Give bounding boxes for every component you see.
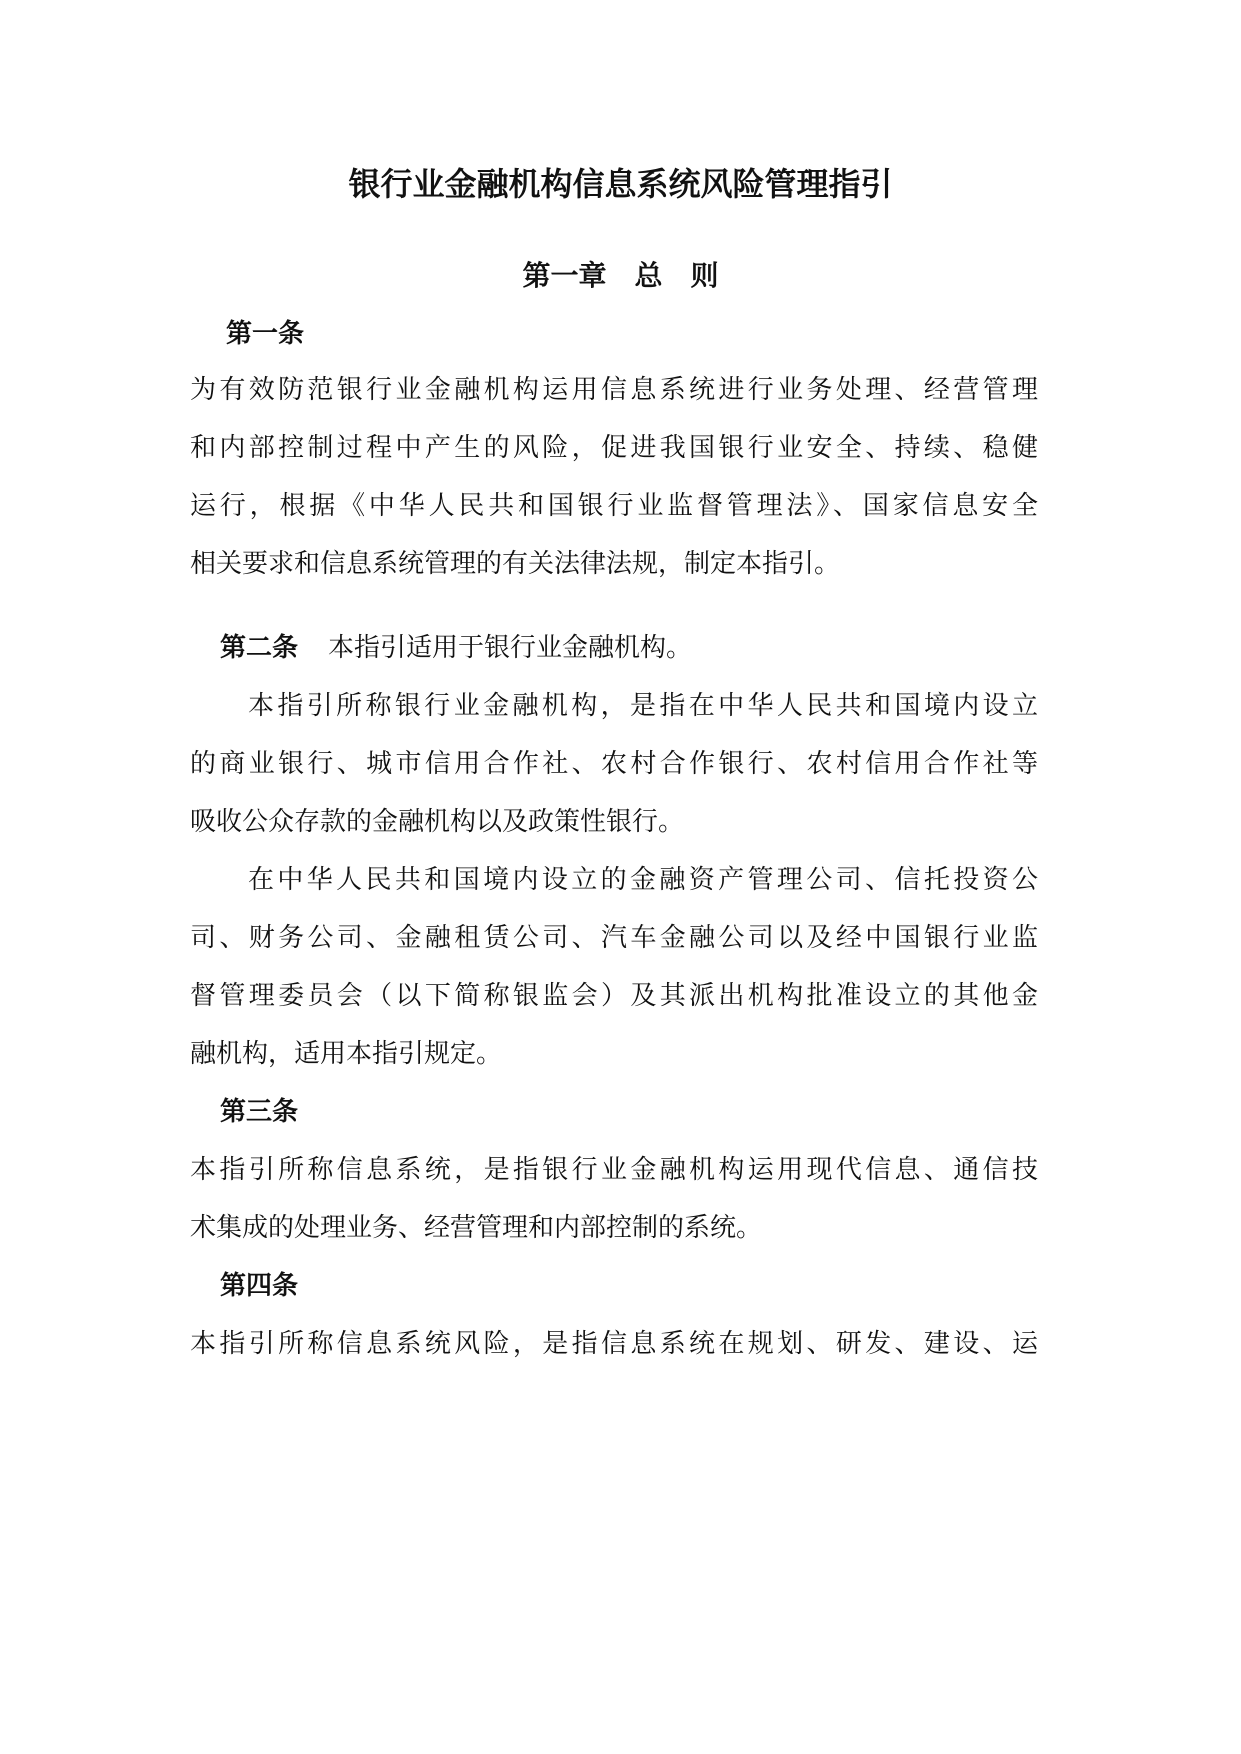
article-2-para-2-line: 在中华人民共和国境内设立的金融资产管理公司、信托投资公 [248, 865, 1038, 895]
article-2-first-text: 本指引适用于银行业金融机构。 [328, 633, 693, 663]
article-1-label: 第一条 [226, 319, 305, 349]
article-2-para-2-line: 督管理委员会（以下简称银监会）及其派出机构批准设立的其他金 [190, 981, 1038, 1011]
article-1-line: 和内部控制过程中产生的风险，促进我国银行业安全、持续、稳健 [190, 433, 1038, 463]
article-3-line: 本指引所称信息系统，是指银行业金融机构运用现代信息、通信技 [190, 1155, 1038, 1185]
article-4-line: 本指引所称信息系统风险，是指信息系统在规划、研发、建设、运 [190, 1329, 1038, 1359]
article-2-label: 第二条 [220, 633, 299, 663]
article-1-line: 相关要求和信息系统管理的有关法律法规，制定本指引。 [190, 549, 841, 579]
document-title: 银行业金融机构信息系统风险管理指引 [348, 165, 893, 203]
article-4-label: 第四条 [220, 1271, 299, 1301]
article-1-line: 为有效防范银行业金融机构运用信息系统进行业务处理、经营管理 [190, 375, 1038, 405]
article-2-first-line [220, 628, 1010, 668]
article-2-para-1-line: 的商业银行、城市信用合作社、农村合作银行、农村信用合作社等 [190, 749, 1038, 779]
article-2-para-1-line: 本指引所称银行业金融机构，是指在中华人民共和国境内设立 [248, 691, 1038, 721]
article-3-label: 第三条 [220, 1097, 299, 1127]
article-2-para-2-line: 融机构，适用本指引规定。 [190, 1039, 503, 1069]
article-1-line: 运行，根据《中华人民共和国银行业监督管理法》、国家信息安全 [190, 491, 1038, 521]
article-3-line: 术集成的处理业务、经营管理和内部控制的系统。 [190, 1213, 763, 1243]
article-2-para-2-line: 司、财务公司、金融租赁公司、汽车金融公司以及经中国银行业监 [190, 923, 1038, 953]
article-2-para-1-line: 吸收公众存款的金融机构以及政策性银行。 [190, 807, 685, 837]
chapter-heading: 第一章 总 则 [522, 259, 719, 292]
